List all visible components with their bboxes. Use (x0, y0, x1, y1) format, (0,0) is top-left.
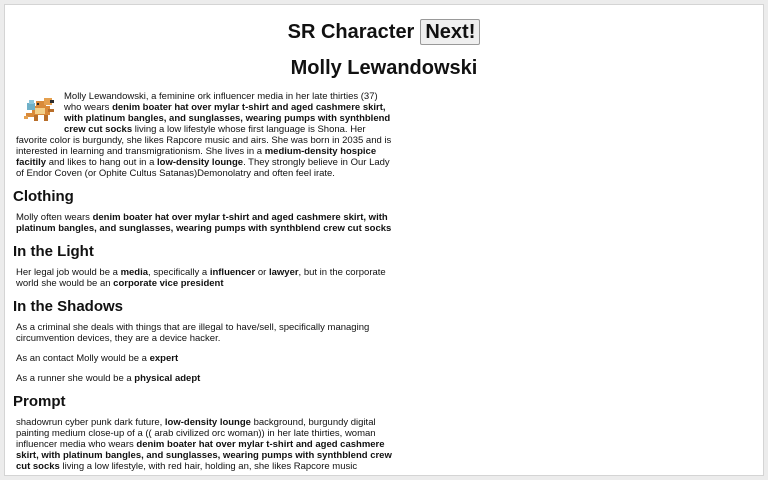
light-job: media (120, 267, 149, 278)
clothing-paragraph (16, 212, 397, 234)
dragon-sprite-icon (24, 95, 58, 125)
light-alt-job: lawyer (268, 267, 299, 278)
light-heading: In the Light (13, 243, 94, 260)
prompt-text-3: living a low lifestyle, with red hair, holding an, she likes Rapcore music (59, 461, 358, 472)
clothing-text: Molly often wears (16, 212, 93, 223)
character-content (13, 91, 397, 476)
clothing-heading: Clothing (13, 188, 74, 205)
page-frame (4, 4, 764, 476)
prompt-paragraph (16, 417, 397, 472)
intro-text-3: and likes to hang out in a (46, 157, 158, 168)
light-specialty: influencer (209, 267, 256, 278)
prompt-text-1: shadowrun cyber punk dark future, (16, 417, 165, 428)
prompt-text-2: background, burgundy digital painting medium close-up of a (( arab civilized orc woman)) in her late thirties, woman influencer media who wears (16, 417, 376, 450)
light-text-4: , but in the corporate world she would be an (16, 267, 386, 289)
light-corporate-role: corporate vice president (113, 278, 224, 289)
shadows-contact-paragraph (16, 353, 397, 364)
shadows-criminal-paragraph: As a criminal she deals with things that are illegal to have/sell, specifically managing circumvention devices, they are a device hacker. (16, 322, 370, 344)
next-button[interactable]: Next! (420, 19, 480, 45)
shadows-contact-text: As an contact Molly would be a (16, 353, 150, 364)
intro-hangout: low-density lounge (157, 157, 244, 168)
prompt-location: low-density lounge (164, 417, 251, 428)
shadows-runner-paragraph (16, 373, 397, 384)
light-text-2: , specifically a (148, 267, 210, 278)
intro-text-4: . They strongly believe in Our Lady of Endor Coven (or Ophite Cultus Satanas)Demonolatry and often feel irate. (16, 157, 390, 179)
intro-residence: medium-density hospice facitily (16, 146, 377, 168)
shadows-runner-role: physical adept (134, 373, 201, 384)
intro-paragraph (16, 91, 397, 179)
app-title: SR Character (287, 20, 415, 43)
light-text-1: Her legal job would be a (16, 267, 121, 278)
shadows-runner-text: As a runner she would be a (16, 373, 135, 384)
clothing-outfit: denim boater hat over mylar t-shirt and aged cashmere skirt, with platinum bangles, and sunglasses, wearing pumps with synthblend crew cut socks (16, 212, 392, 234)
shadows-contact-role: expert (149, 353, 179, 364)
page-header (5, 19, 763, 45)
character-name: Molly Lewandowski (290, 57, 478, 79)
prompt-outfit: denim boater hat over mylar t-shirt and aged cashmere skirt, with platinum bangles, and sunglasses, wearing pumps with synthblend crew cut socks (16, 439, 392, 472)
prompt-heading: Prompt (13, 393, 66, 410)
title-line (288, 19, 481, 45)
intro-text-1: Molly Lewandowski, a feminine ork influencer media in her late thirties (37) who wears (64, 91, 378, 113)
intro-outfit: denim boater hat over mylar t-shirt and aged cashmere skirt, with platinum bangles, and sunglasses, wearing pumps with synthblend crew cut socks (64, 102, 391, 135)
light-text-3: or (255, 267, 269, 278)
intro-text-2: living a low lifestyle whose first language is Shona. Her favorite color is burgundy, she likes Rapcore music and airs. She was born in 2035 and is interested in learning and transmigrationism. She lives in a (16, 124, 392, 157)
light-paragraph (16, 267, 397, 289)
shadows-heading: In the Shadows (13, 298, 124, 315)
